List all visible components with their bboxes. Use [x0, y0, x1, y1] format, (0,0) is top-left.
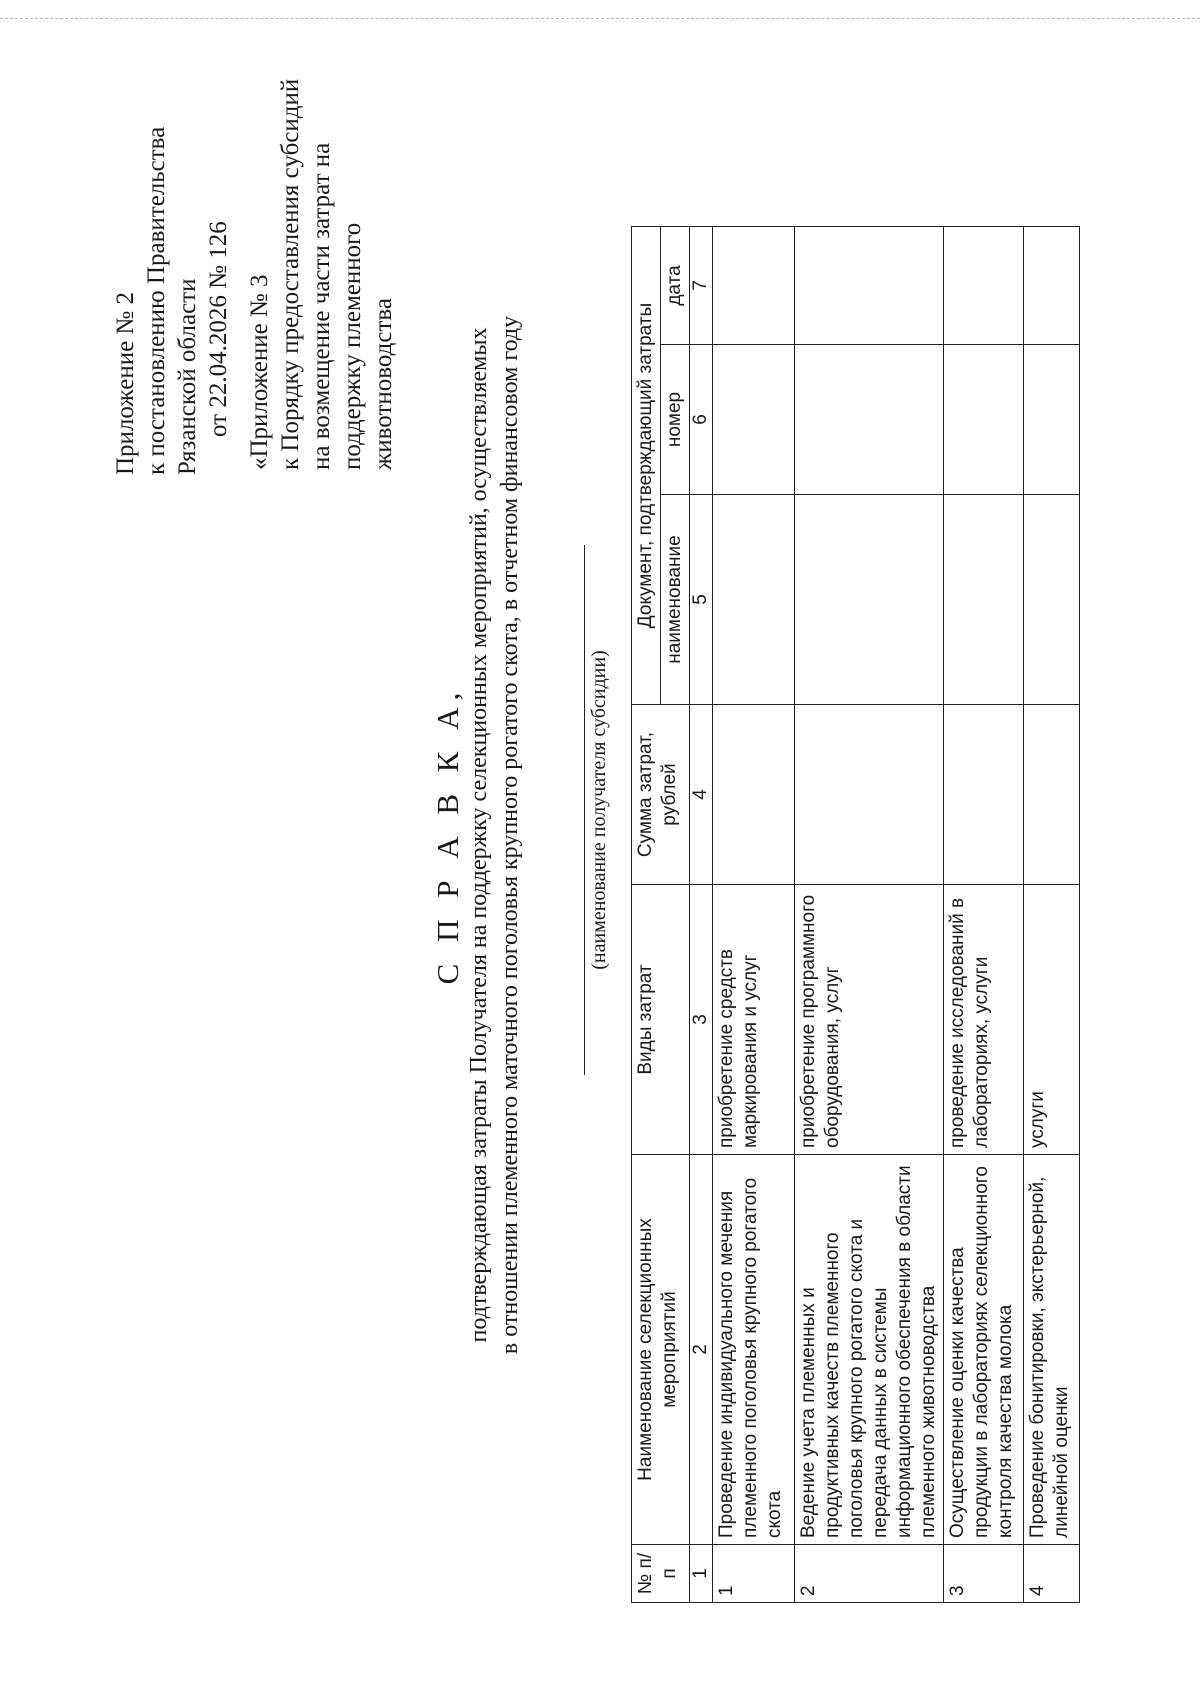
appendix-main-line: Рязанской области	[174, 278, 201, 475]
appendix-order-header	[244, 79, 399, 470]
appendix-order-line: на возмещение части затрат на	[308, 142, 335, 470]
row-no: 2	[795, 1545, 944, 1603]
appendix-main-line: к постановлению Правительства	[143, 126, 170, 475]
column-number: 7	[690, 227, 713, 345]
row-doc-number	[944, 345, 1024, 495]
row-doc-date	[1024, 227, 1080, 345]
subtitle-line: подтверждающая затраты Получателя на поддержку селекционных мероприятий, осуществляемых	[466, 327, 492, 1343]
table-row	[713, 227, 795, 1603]
row-doc-name	[944, 495, 1024, 705]
recipient-caption: (наименование получателя субсидии)	[588, 650, 610, 970]
table-row	[1024, 227, 1080, 1603]
column-number: 3	[690, 885, 713, 1155]
row-amount	[713, 705, 795, 885]
column-number: 5	[690, 495, 713, 705]
row-no: 1	[713, 1545, 795, 1603]
row-doc-date	[795, 227, 944, 345]
row-cost-type: приобретение средств маркирования и услуг	[713, 885, 795, 1155]
appendix-main-date: от 22.04.2026 № 126	[205, 221, 232, 437]
header-doc-number: номер	[661, 345, 690, 495]
row-no: 3	[944, 1545, 1024, 1603]
header-doc-name: наименование	[661, 495, 690, 705]
table-header-row	[632, 227, 661, 1603]
header-cost-type: Виды затрат	[632, 885, 690, 1155]
document-subtitle	[464, 55, 526, 1615]
subtitle-line: в отношении племенного маточного поголовья крупного рогатого скота, в отчетном финансовом году	[497, 315, 523, 1355]
column-number: 4	[690, 705, 713, 885]
row-doc-number	[795, 345, 944, 495]
appendix-order-line: к Порядку предоставления субсидий	[277, 78, 304, 470]
row-activity: Проведение бонитировки, экстерьерной, линейной оценки	[1024, 1155, 1080, 1545]
row-doc-date	[944, 227, 1024, 345]
row-amount	[795, 705, 944, 885]
row-amount	[944, 705, 1024, 885]
costs-table	[631, 226, 1080, 1603]
row-doc-number	[713, 345, 795, 495]
row-cost-type: проведение исследований в лабораториях, услуги	[944, 885, 1024, 1155]
page-top-edge	[0, 18, 1200, 19]
rotated-document-page	[42, 55, 1146, 1615]
row-activity: Осуществление оценки качества продукции в лабораториях селекционного контроля качества молока	[944, 1155, 1024, 1545]
row-doc-number	[1024, 345, 1080, 495]
row-cost-type: приобретение программного оборудования, услуг	[795, 885, 944, 1155]
row-doc-name	[1024, 495, 1080, 705]
row-doc-name	[795, 495, 944, 705]
row-activity: Ведение учета племенных и продуктивных качеств племенного поголовья крупного рогатого скота и передача данных в системы информационного обеспечения в области племенного животноводства	[795, 1155, 944, 1545]
header-activity: Наименование селекционных мероприятий	[632, 1155, 690, 1545]
header-no: № п/п	[632, 1545, 690, 1603]
row-amount	[1024, 705, 1080, 885]
header-doc-date: дата	[661, 227, 690, 345]
column-number: 1	[690, 1545, 713, 1603]
table-row	[795, 227, 944, 1603]
column-number: 2	[690, 1155, 713, 1545]
header-amount: Сумма затрат, рублей	[632, 705, 690, 885]
table-row	[944, 227, 1024, 1603]
header-document: Документ, подтверждающий затраты	[632, 227, 661, 705]
appendix-main-line: Приложение № 2	[112, 291, 139, 475]
row-doc-date	[713, 227, 795, 345]
appendix-order-line: «Приложение № 3	[246, 274, 273, 470]
column-number: 6	[690, 345, 713, 495]
row-no: 4	[1024, 1545, 1080, 1603]
row-cost-type: услуги	[1024, 885, 1080, 1155]
appendix-order-line: поддержку племенного	[339, 222, 366, 470]
recipient-name-line	[584, 545, 585, 1075]
appendix-main-header	[110, 127, 234, 475]
appendix-order-line: животноводства	[370, 298, 397, 470]
row-activity: Проведение индивидуального мечения племенного поголовья крупного рогатого скота	[713, 1155, 795, 1545]
column-number-row	[690, 227, 713, 1603]
row-doc-name	[713, 495, 795, 705]
document-title: С П Р А В К А,	[430, 685, 465, 985]
